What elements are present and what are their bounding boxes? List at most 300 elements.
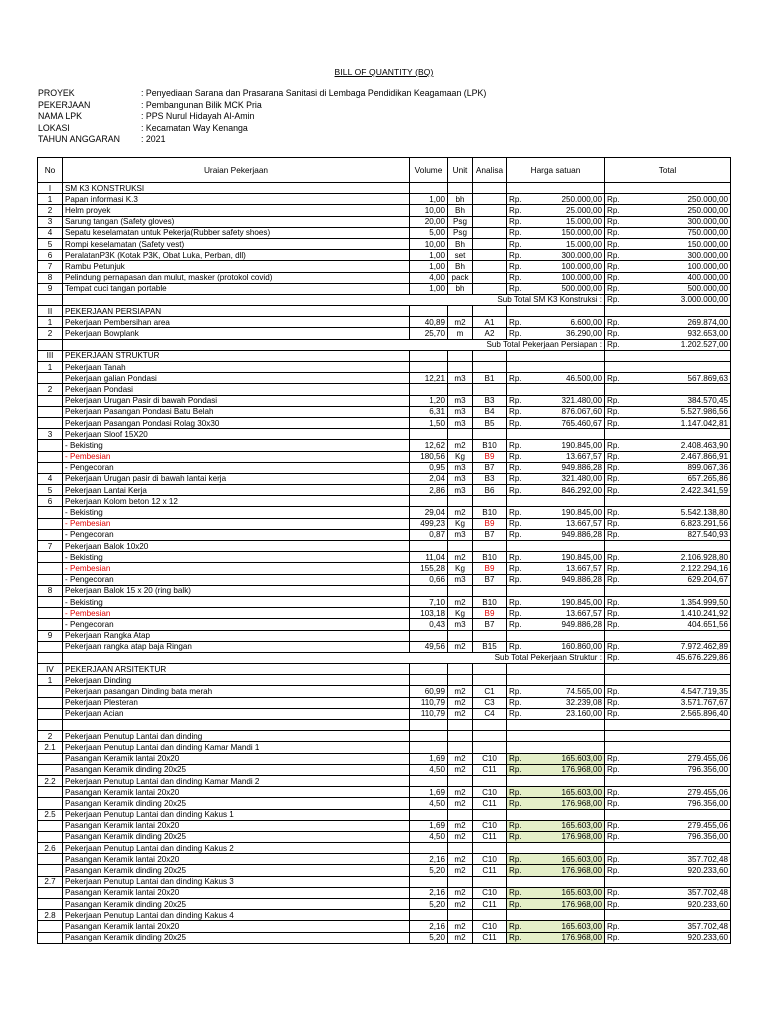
row-harga xyxy=(507,272,605,283)
row-harga-value: 74.565,00 xyxy=(565,687,602,697)
row-total-value: 1.410.241,92 xyxy=(680,608,728,618)
empty-cell xyxy=(605,350,731,361)
row-no xyxy=(38,899,63,910)
currency-label: Rp. xyxy=(509,452,522,462)
empty-cell xyxy=(507,720,605,731)
row-volume: 4,50 xyxy=(410,764,448,775)
subtotal-amount xyxy=(605,652,731,663)
table-row xyxy=(38,272,731,283)
row-description: Pekerjaan Bowplank xyxy=(63,328,410,339)
row-description: - Bekisting xyxy=(63,440,410,451)
row-analisa: B7 xyxy=(473,619,507,630)
info-row-nama-lpk xyxy=(38,111,486,123)
row-harga-value: 176.968,00 xyxy=(561,765,602,775)
row-description: Pelindung pernapasan dan mulut, masker (protokol covid) xyxy=(63,272,410,283)
row-harga-value: 25.000,00 xyxy=(565,205,602,215)
row-unit: Kg xyxy=(448,608,473,619)
row-volume: 1,00 xyxy=(410,194,448,205)
empty-cell xyxy=(448,675,473,686)
empty-cell xyxy=(507,183,605,194)
currency-label: Rp. xyxy=(509,485,522,495)
empty-cell xyxy=(448,876,473,887)
empty-cell xyxy=(410,742,448,753)
row-analisa: B10 xyxy=(473,507,507,518)
row-unit: m3 xyxy=(448,574,473,585)
empty-cell xyxy=(605,675,731,686)
row-unit: m2 xyxy=(448,552,473,563)
row-no xyxy=(38,608,63,619)
row-total xyxy=(605,373,731,384)
empty-cell xyxy=(473,731,507,742)
row-harga xyxy=(507,261,605,272)
row-total xyxy=(605,485,731,496)
group-row xyxy=(38,731,731,742)
row-total-value: 2.467.866,91 xyxy=(680,452,728,462)
currency-label: Rp. xyxy=(509,373,522,383)
subtotal-amount xyxy=(605,339,731,350)
row-total-value: 796.356,00 xyxy=(687,798,728,808)
currency-label: Rp. xyxy=(607,228,620,238)
currency-label: Rp. xyxy=(607,194,620,204)
row-harga-value: 15.000,00 xyxy=(565,239,602,249)
row-description: Pekerjaan Pasangan Pondasi Rolag 30x30 xyxy=(63,417,410,428)
row-analisa: C11 xyxy=(473,865,507,876)
row-volume: 180,56 xyxy=(410,451,448,462)
row-no xyxy=(38,619,63,630)
row-harga-value: 765.460,67 xyxy=(561,418,602,428)
empty-cell xyxy=(605,843,731,854)
currency-label: Rp. xyxy=(607,508,620,518)
empty-cell xyxy=(448,910,473,921)
table-row xyxy=(38,406,731,417)
currency-label: Rp. xyxy=(509,821,522,831)
currency-label: Rp. xyxy=(509,205,522,215)
row-total-value: 827.540,93 xyxy=(687,530,728,540)
row-description: Pekerjaan Pembersihan area xyxy=(63,317,410,328)
row-total-value: 404.651,56 xyxy=(687,619,728,629)
row-total-value: 6.823.291,56 xyxy=(680,519,728,529)
empty-cell xyxy=(473,876,507,887)
row-harga xyxy=(507,854,605,865)
row-analisa: C11 xyxy=(473,764,507,775)
row-no: 1 xyxy=(38,317,63,328)
row-unit: m3 xyxy=(448,473,473,484)
info-key: NAMA LPK xyxy=(38,111,83,122)
row-harga xyxy=(507,831,605,842)
empty-cell xyxy=(605,362,731,373)
row-description: PEKERJAAN PERSIAPAN xyxy=(63,306,410,317)
header-uraian: Uraian Pekerjaan xyxy=(63,158,410,183)
empty-cell xyxy=(410,496,448,507)
row-analisa: C4 xyxy=(473,708,507,719)
empty-cell xyxy=(473,742,507,753)
row-total xyxy=(605,205,731,216)
row-description: Rompi keselamatan (Safety vest) xyxy=(63,238,410,249)
row-no: 8 xyxy=(38,272,63,283)
row-total xyxy=(605,697,731,708)
row-description: Pekerjaan Urugan Pasir di bawah Pondasi xyxy=(63,395,410,406)
row-volume: 1,69 xyxy=(410,820,448,831)
row-unit: m2 xyxy=(448,899,473,910)
currency-label: Rp. xyxy=(509,217,522,227)
table-row xyxy=(38,697,731,708)
row-volume: 20,00 xyxy=(410,216,448,227)
row-volume: 5,00 xyxy=(410,227,448,238)
row-description: Pekerjaan Dinding xyxy=(63,675,410,686)
row-harga-value: 46.500,00 xyxy=(565,373,602,383)
row-description: Pekerjaan Penutup Lantai dan dinding Kakus 4 xyxy=(63,910,410,921)
row-description: PeralatanP3K (Kotak P3K, Obat Luka, Perban, dll) xyxy=(63,250,410,261)
subtotal-label: Sub Total Pekerjaan Persiapan : xyxy=(63,339,605,350)
row-harga xyxy=(507,932,605,943)
currency-label: Rp. xyxy=(509,765,522,775)
row-harga-value: 190.845,00 xyxy=(561,552,602,562)
row-no xyxy=(38,787,63,798)
row-total xyxy=(605,787,731,798)
row-no xyxy=(38,686,63,697)
row-analisa: B4 xyxy=(473,406,507,417)
row-harga xyxy=(507,216,605,227)
row-analisa: C10 xyxy=(473,753,507,764)
empty-cell xyxy=(507,775,605,786)
group-row xyxy=(38,742,731,753)
row-no: II xyxy=(38,306,63,317)
row-total-value: 357.702,48 xyxy=(687,854,728,864)
row-total xyxy=(605,507,731,518)
row-no xyxy=(38,451,63,462)
currency-label: Rp. xyxy=(509,239,522,249)
row-total-value: 2.106.928,80 xyxy=(680,552,728,562)
empty-cell xyxy=(410,910,448,921)
row-harga-value: 160.860,00 xyxy=(561,642,602,652)
empty-cell xyxy=(605,429,731,440)
row-unit: m2 xyxy=(448,865,473,876)
row-total-value: 899.067,36 xyxy=(687,463,728,473)
table-row xyxy=(38,596,731,607)
section-row xyxy=(38,350,731,361)
empty-cell xyxy=(507,675,605,686)
info-value: : Pembangunan Bilik MCK Pria xyxy=(141,99,262,110)
row-total-value: 796.356,00 xyxy=(687,765,728,775)
currency-label: Rp. xyxy=(509,798,522,808)
row-volume: 110,79 xyxy=(410,697,448,708)
empty-cell xyxy=(507,843,605,854)
row-total-value: 629.204,67 xyxy=(687,575,728,585)
row-harga-value: 165.603,00 xyxy=(561,754,602,764)
row-no xyxy=(38,507,63,518)
currency-label: Rp. xyxy=(607,866,620,876)
row-harga-value: 165.603,00 xyxy=(561,821,602,831)
empty-cell xyxy=(410,384,448,395)
row-unit: m2 xyxy=(448,753,473,764)
currency-label: Rp. xyxy=(509,921,522,931)
info-row-pekerjaan xyxy=(38,100,486,112)
empty-cell xyxy=(448,775,473,786)
empty-cell xyxy=(410,775,448,786)
currency-label: Rp. xyxy=(607,821,620,831)
row-volume: 25,70 xyxy=(410,328,448,339)
row-unit: set xyxy=(448,250,473,261)
row-volume: 11,04 xyxy=(410,552,448,563)
table-row xyxy=(38,250,731,261)
row-description: Pekerjaan Lantai Kerja xyxy=(63,485,410,496)
row-harga xyxy=(507,205,605,216)
row-volume: 1,00 xyxy=(410,261,448,272)
row-no xyxy=(38,406,63,417)
row-harga xyxy=(507,529,605,540)
table-row xyxy=(38,932,731,943)
row-volume: 103,18 xyxy=(410,608,448,619)
currency-label: Rp. xyxy=(607,284,620,294)
currency-label: Rp. xyxy=(509,597,522,607)
row-harga-value: 176.968,00 xyxy=(561,832,602,842)
currency-label: Rp. xyxy=(509,329,522,339)
row-harga xyxy=(507,608,605,619)
row-total-value: 1.147.042,81 xyxy=(680,418,728,428)
document-title: BILL OF QUANTITY (BQ) xyxy=(334,67,434,77)
info-value: : PPS Nurul Hidayah Al-Amin xyxy=(141,111,255,122)
row-total xyxy=(605,406,731,417)
row-volume: 4,50 xyxy=(410,798,448,809)
currency-label: Rp. xyxy=(607,765,620,775)
empty-cell xyxy=(507,429,605,440)
row-analisa: B5 xyxy=(473,417,507,428)
row-no xyxy=(38,820,63,831)
row-total-value: 796.356,00 xyxy=(687,832,728,842)
row-harga-value: 32.239,08 xyxy=(565,698,602,708)
row-no: 2 xyxy=(38,384,63,395)
currency-label: Rp. xyxy=(607,440,620,450)
row-harga-value: 13.667,57 xyxy=(565,608,602,618)
row-description: - Pengecoran xyxy=(63,529,410,540)
currency-label: Rp. xyxy=(509,273,522,283)
empty-cell xyxy=(410,585,448,596)
row-unit: m3 xyxy=(448,529,473,540)
header-analisa: Analisa xyxy=(473,158,507,183)
currency-label: Rp. xyxy=(509,418,522,428)
empty-cell xyxy=(605,496,731,507)
empty-cell xyxy=(605,384,731,395)
row-analisa: B9 xyxy=(473,608,507,619)
row-harga xyxy=(507,462,605,473)
currency-label: Rp. xyxy=(607,653,620,663)
currency-label: Rp. xyxy=(607,396,620,406)
empty-cell xyxy=(38,339,63,350)
row-unit: m3 xyxy=(448,462,473,473)
row-analisa: A1 xyxy=(473,317,507,328)
subtotal-amount-value: 1.202.527,00 xyxy=(680,340,728,350)
row-total-value: 932.653,00 xyxy=(687,329,728,339)
row-analisa xyxy=(473,216,507,227)
row-analisa: C1 xyxy=(473,686,507,697)
boq-table xyxy=(37,157,731,944)
empty-cell xyxy=(605,876,731,887)
row-no xyxy=(38,395,63,406)
row-volume: 2,04 xyxy=(410,473,448,484)
currency-label: Rp. xyxy=(509,754,522,764)
row-total-value: 2.565.896,40 xyxy=(680,709,728,719)
currency-label: Rp. xyxy=(509,250,522,260)
row-harga xyxy=(507,764,605,775)
row-description: Pasangan Keramik dinding 20x25 xyxy=(63,865,410,876)
currency-label: Rp. xyxy=(607,250,620,260)
row-analisa: B9 xyxy=(473,563,507,574)
currency-label: Rp. xyxy=(509,317,522,327)
row-total xyxy=(605,798,731,809)
empty-cell xyxy=(38,652,63,663)
currency-label: Rp. xyxy=(509,440,522,450)
row-total xyxy=(605,619,731,630)
row-no: 2.8 xyxy=(38,910,63,921)
row-no: 5 xyxy=(38,238,63,249)
row-harga xyxy=(507,373,605,384)
currency-label: Rp. xyxy=(607,418,620,428)
row-analisa: A2 xyxy=(473,328,507,339)
row-unit: m2 xyxy=(448,708,473,719)
row-harga xyxy=(507,395,605,406)
row-unit: m2 xyxy=(448,921,473,932)
row-total xyxy=(605,552,731,563)
table-row xyxy=(38,440,731,451)
row-volume: 4,00 xyxy=(410,272,448,283)
row-total xyxy=(605,608,731,619)
group-row xyxy=(38,429,731,440)
row-analisa: B7 xyxy=(473,462,507,473)
row-total xyxy=(605,417,731,428)
currency-label: Rp. xyxy=(607,329,620,339)
empty-cell xyxy=(448,843,473,854)
row-no xyxy=(38,373,63,384)
row-no xyxy=(38,529,63,540)
row-unit: pack xyxy=(448,272,473,283)
row-no xyxy=(38,708,63,719)
row-description: Pasangan Keramik lantai 20x20 xyxy=(63,820,410,831)
row-description: Pekerjaan Penutup Lantai dan dinding Kakus 1 xyxy=(63,809,410,820)
empty-cell xyxy=(473,541,507,552)
row-harga xyxy=(507,507,605,518)
empty-cell xyxy=(473,675,507,686)
row-analisa xyxy=(473,272,507,283)
currency-label: Rp. xyxy=(509,508,522,518)
row-analisa: C11 xyxy=(473,798,507,809)
currency-label: Rp. xyxy=(509,787,522,797)
row-analisa: C3 xyxy=(473,697,507,708)
table-row xyxy=(38,194,731,205)
row-harga-value: 190.845,00 xyxy=(561,597,602,607)
row-unit: m2 xyxy=(448,596,473,607)
row-volume: 60,99 xyxy=(410,686,448,697)
row-no xyxy=(38,764,63,775)
currency-label: Rp. xyxy=(509,709,522,719)
row-description: Pekerjaan pasangan Dinding bata merah xyxy=(63,686,410,697)
currency-label: Rp. xyxy=(607,608,620,618)
row-no: 4 xyxy=(38,227,63,238)
empty-cell xyxy=(473,664,507,675)
row-unit: m2 xyxy=(448,932,473,943)
row-volume: 110,79 xyxy=(410,708,448,719)
row-description: - Pengecoran xyxy=(63,619,410,630)
table-row xyxy=(38,417,731,428)
row-description: Pekerjaan Tanah xyxy=(63,362,410,373)
row-description: Pasangan Keramik lantai 20x20 xyxy=(63,787,410,798)
row-unit: m2 xyxy=(448,764,473,775)
empty-cell xyxy=(473,496,507,507)
row-unit: m2 xyxy=(448,831,473,842)
row-no xyxy=(38,552,63,563)
row-harga-value: 500.000,00 xyxy=(561,284,602,294)
row-unit: m3 xyxy=(448,406,473,417)
currency-label: Rp. xyxy=(509,463,522,473)
row-description: - Pembesian xyxy=(63,608,410,619)
row-harga-value: 6.600,00 xyxy=(570,317,602,327)
row-total xyxy=(605,686,731,697)
empty-cell xyxy=(507,910,605,921)
table-row xyxy=(38,899,731,910)
currency-label: Rp. xyxy=(607,474,620,484)
group-row xyxy=(38,496,731,507)
group-row xyxy=(38,541,731,552)
row-no: 2.5 xyxy=(38,809,63,820)
row-description: Pekerjaan Penutup Lantai dan dinding xyxy=(63,731,410,742)
currency-label: Rp. xyxy=(607,317,620,327)
empty-cell xyxy=(605,742,731,753)
row-harga xyxy=(507,194,605,205)
row-unit: Bh xyxy=(448,205,473,216)
row-harga xyxy=(507,485,605,496)
row-harga xyxy=(507,451,605,462)
table-row xyxy=(38,921,731,932)
row-no: 2.6 xyxy=(38,843,63,854)
row-analisa: B7 xyxy=(473,529,507,540)
row-total-value: 250.000,00 xyxy=(687,205,728,215)
row-description: Pekerjaan Penutup Lantai dan dinding Kamar Mandi 2 xyxy=(63,775,410,786)
row-analisa xyxy=(473,227,507,238)
row-harga xyxy=(507,563,605,574)
row-total-value: 567.869,63 xyxy=(687,373,728,383)
row-no: 5 xyxy=(38,485,63,496)
row-harga xyxy=(507,250,605,261)
row-total-value: 384.570,45 xyxy=(687,396,728,406)
empty-cell xyxy=(410,541,448,552)
currency-label: Rp. xyxy=(509,608,522,618)
row-harga-value: 949.886,28 xyxy=(561,575,602,585)
table-row xyxy=(38,608,731,619)
group-row xyxy=(38,675,731,686)
row-no: 8 xyxy=(38,585,63,596)
section-row xyxy=(38,306,731,317)
row-volume: 1,69 xyxy=(410,753,448,764)
row-description: Pekerjaan Kolom beton 12 x 12 xyxy=(63,496,410,507)
empty-cell xyxy=(473,585,507,596)
row-harga-value: 165.603,00 xyxy=(561,921,602,931)
row-no: 4 xyxy=(38,473,63,484)
row-harga-value: 176.968,00 xyxy=(561,899,602,909)
empty-cell xyxy=(507,585,605,596)
row-analisa: B10 xyxy=(473,552,507,563)
row-description: Pekerjaan Penutup Lantai dan dinding Kakus 2 xyxy=(63,843,410,854)
empty-cell xyxy=(605,630,731,641)
empty-cell xyxy=(410,630,448,641)
currency-label: Rp. xyxy=(509,888,522,898)
currency-label: Rp. xyxy=(509,552,522,562)
empty-cell xyxy=(448,350,473,361)
row-no: 2 xyxy=(38,205,63,216)
row-harga-value: 100.000,00 xyxy=(561,261,602,271)
row-total xyxy=(605,395,731,406)
currency-label: Rp. xyxy=(607,407,620,417)
currency-label: Rp. xyxy=(509,575,522,585)
blank-row xyxy=(38,720,731,731)
